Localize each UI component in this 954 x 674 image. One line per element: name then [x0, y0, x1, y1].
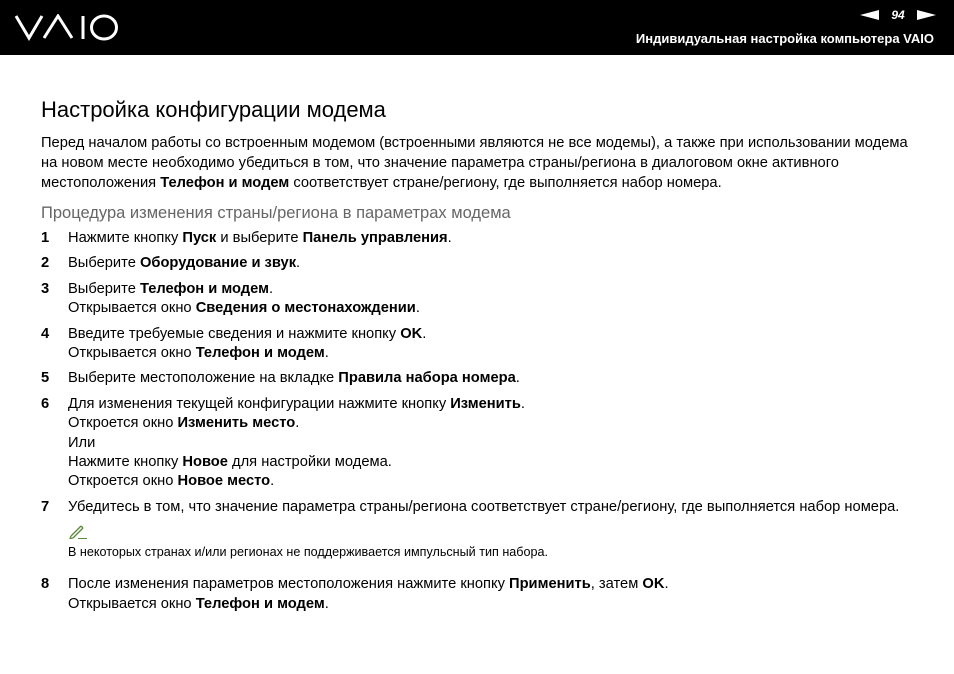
step-text: Убедитесь в том, что значение параметра страны/региона соответствует стране/региону, где выполняется набор номера. — [68, 498, 900, 515]
page-header — [0, 0, 954, 55]
step-text: Откроется окно — [68, 415, 178, 432]
step-text: Нажмите кнопку — [68, 230, 183, 246]
next-page-icon[interactable] — [917, 10, 936, 20]
step-term: Применить — [509, 576, 591, 593]
intro-text: Перед началом работы со встроенным модемом (встроенными являются не все модемы), а также при использовании модема на новом месте необходимо убедиться в том, что значение параметра страны/региона в диалоговом окне активного местоположения — [41, 135, 908, 191]
step-term: Изменить — [450, 395, 521, 412]
step-text: . — [415, 300, 420, 317]
step-text: , затем — [590, 576, 643, 593]
step-term: OK — [642, 576, 665, 593]
intro-text-end: соответствует стране/региону, где выполняется набор номера. — [289, 175, 722, 191]
step-text: для настройки модема. — [227, 454, 392, 471]
steps-list — [41, 229, 921, 517]
step-1 — [41, 229, 921, 248]
step-text: Открывается окно — [68, 300, 196, 317]
step-6 — [41, 395, 921, 492]
step-text: После изменения параметров местоположения нажмите кнопку — [68, 576, 510, 593]
step-number: 5 — [41, 370, 50, 387]
step-text: . — [447, 230, 452, 246]
step-number: 1 — [41, 230, 50, 246]
step-7 — [41, 498, 921, 517]
step-text: Выберите местоположение на вкладке — [68, 370, 339, 387]
previous-page-icon[interactable] — [860, 10, 879, 20]
step-text: . — [270, 473, 275, 490]
step-text: Или — [68, 434, 96, 451]
step-text: Нажмите кнопку — [68, 454, 183, 471]
page-content — [41, 95, 921, 620]
step-text: Выберите — [68, 255, 140, 272]
step-term: Телефон и модем — [139, 280, 269, 297]
step-text: Для изменения текущей конфигурации нажмите кнопку — [68, 395, 451, 412]
vaio-logo — [14, 14, 120, 42]
step-text: . — [422, 325, 427, 342]
step-text: . — [295, 415, 300, 432]
step-number: 6 — [41, 395, 50, 412]
step-number: 7 — [41, 498, 50, 515]
step-term: Оборудование и звук — [139, 255, 297, 272]
step-2 — [41, 254, 921, 273]
note-text: В некоторых странах и/или регионах не поддерживается импульсный тип набора. — [68, 545, 549, 560]
step-5 — [41, 369, 921, 388]
step-term: Изменить место — [177, 415, 296, 432]
procedure-subtitle: Процедура изменения страны/региона в параметрах модема — [41, 204, 511, 222]
step-text: . — [268, 280, 274, 297]
step-term: Правила набора номера — [338, 370, 516, 387]
step-text: . — [664, 576, 669, 593]
step-8 — [41, 575, 921, 614]
step-term: Сведения о местонахождении — [195, 300, 416, 317]
step-term: Панель управления — [302, 230, 448, 246]
step-number: 2 — [41, 255, 50, 272]
step-text: . — [324, 345, 329, 362]
step-text: Введите требуемые сведения и нажмите кнопку — [68, 325, 401, 342]
step-text: . — [515, 370, 520, 387]
page-navigation — [860, 7, 936, 23]
page-title: Настройка конфигурации модема — [41, 97, 386, 122]
step-term: Телефон и модем — [195, 345, 325, 362]
step-text: Выберите — [68, 280, 140, 297]
section-title: Индивидуальная настройка компьютера VAIO — [635, 31, 934, 46]
step-number: 4 — [41, 325, 50, 342]
note-block — [68, 525, 921, 561]
step-term: OK — [400, 325, 423, 342]
step-text: Откроется окно — [68, 473, 178, 490]
step-text: . — [324, 595, 329, 612]
step-term: Новое место — [177, 473, 271, 490]
note-pencil-icon — [68, 525, 88, 539]
step-term: Пуск — [182, 230, 217, 246]
step-term: Новое — [182, 454, 228, 471]
step-text: и выберите — [216, 230, 303, 246]
step-text: Открывается окно — [68, 345, 196, 362]
step-4 — [41, 325, 921, 364]
steps-list-continued — [41, 575, 921, 614]
step-number: 3 — [41, 280, 50, 297]
page-number: 94 — [891, 8, 905, 22]
step-number: 8 — [41, 576, 50, 593]
intro-bold-term: Телефон и модем — [160, 175, 290, 191]
step-3 — [41, 280, 921, 319]
step-text: Открывается окно — [68, 595, 196, 612]
step-text: . — [520, 395, 525, 412]
intro-paragraph — [41, 133, 921, 193]
step-text: . — [296, 255, 301, 272]
step-term: Телефон и модем — [195, 595, 325, 612]
